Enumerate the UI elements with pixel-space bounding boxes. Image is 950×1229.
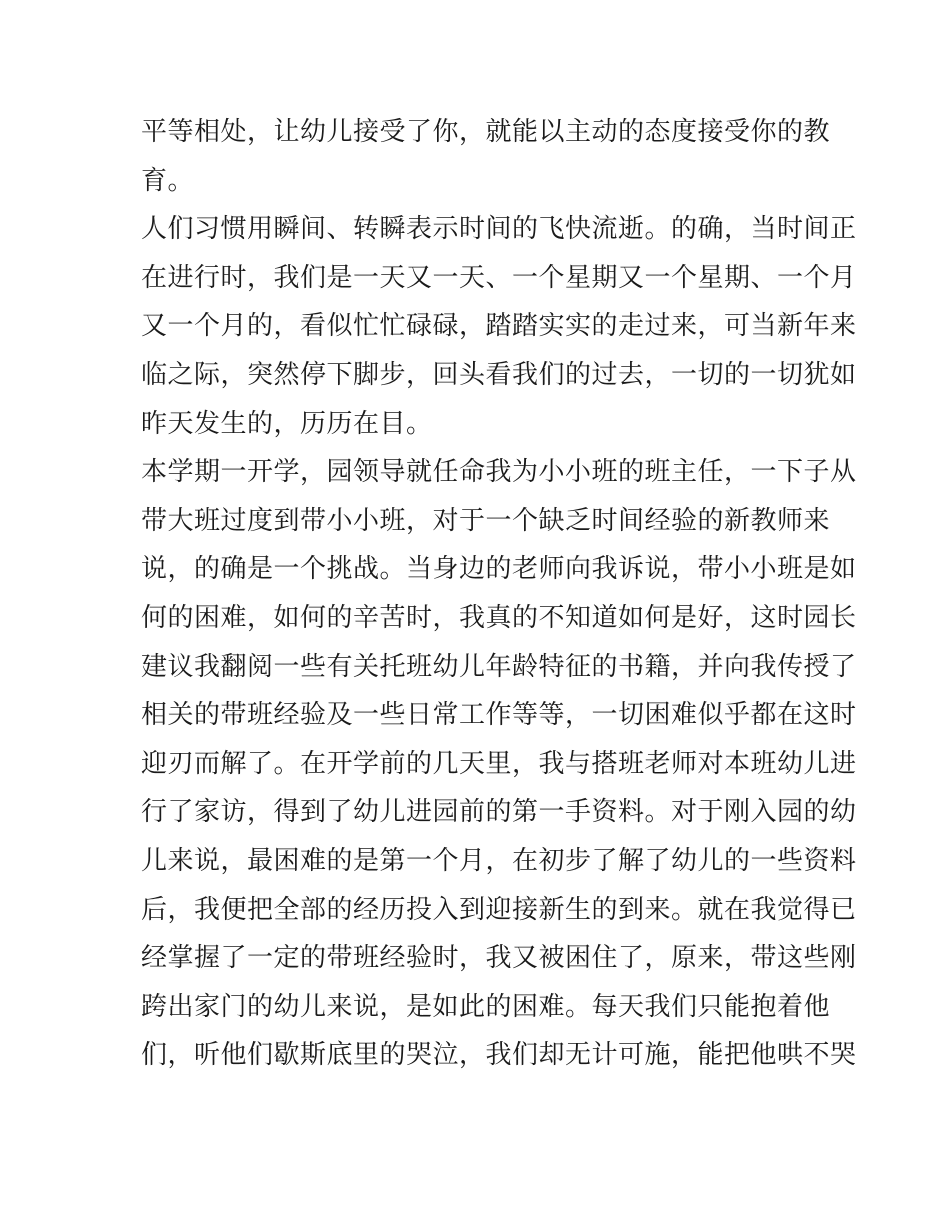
text-line: 又一个月的，看似忙忙碌碌，踏踏实实的走过来，可当新年来 [141, 311, 857, 342]
text-line: 临之际，突然停下脚步，回头看我们的过去，一切的一切犹如 [141, 359, 857, 390]
text-line: 带大班过度到带小小班，对于一个缺乏时间经验的新教师来 [141, 505, 831, 536]
text-line: 何的困难，如何的辛苦时，我真的不知道如何是好，这时园长 [141, 602, 857, 633]
text-line: 建议我翻阅一些有关托班幼儿年龄特征的书籍，并向我传授了 [141, 651, 857, 682]
text-line: 后，我便把全部的经历投入到迎接新生的到来。就在我觉得已 [141, 894, 857, 925]
text-line: 相关的带班经验及一些日常工作等等，一切困难似乎都在这时 [141, 700, 857, 731]
text-line: 跨出家门的幼儿来说，是如此的困难。每天我们只能抱着他 [141, 991, 831, 1022]
text-line: 行了家访，得到了幼儿进园前的第一手资料。对于刚入园的幼 [141, 797, 857, 828]
body-text [141, 108, 857, 1080]
text-line: 昨天发生的，历历在目。 [141, 408, 433, 439]
text-line: 迎刃而解了。在开学前的几天里，我与搭班老师对本班幼儿进 [141, 748, 857, 779]
text-line: 经掌握了一定的带班经验时，我又被困住了，原来，带这些刚 [141, 943, 857, 974]
text-line: 说，的确是一个挑战。当身边的老师向我诉说，带小小班是如 [141, 554, 857, 585]
text-line: 人们习惯用瞬间、转瞬表示时间的飞快流逝。的确，当时间正 [141, 214, 857, 245]
text-line: 育。 [141, 165, 195, 196]
text-line: 们，听他们歇斯底里的哭泣，我们却无计可施，能把他哄不哭 [141, 1040, 857, 1071]
text-line: 儿来说，最困难的是第一个月，在初步了解了幼儿的一些资料 [141, 845, 857, 876]
text-line: 平等相处，让幼儿接受了你，就能以主动的态度接受你的教 [141, 117, 831, 147]
text-line: 在进行时，我们是一天又一天、一个星期又一个星期、一个月 [141, 262, 857, 293]
text-line: 本学期一开学，园领导就任命我为小小班的班主任，一下子从 [141, 457, 857, 488]
